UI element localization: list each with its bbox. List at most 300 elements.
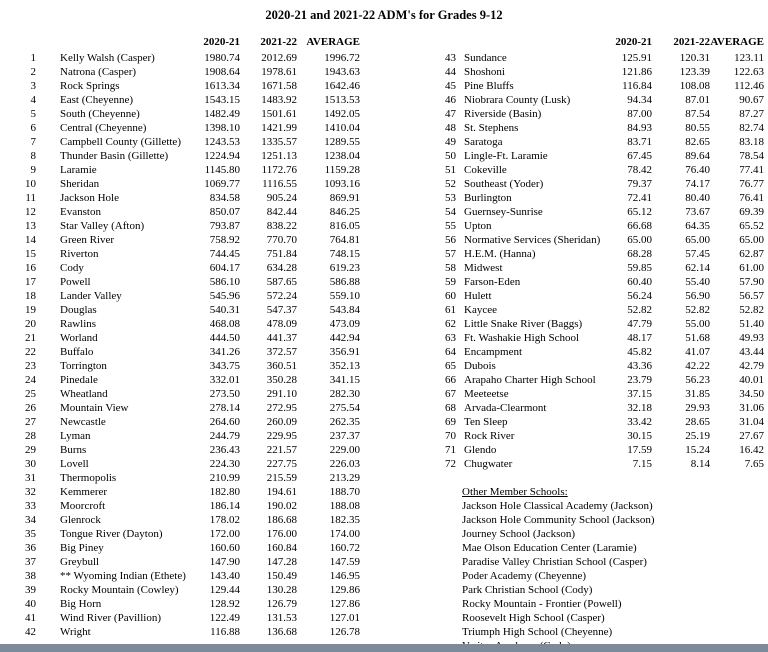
row-adm-average: 275.54 <box>329 402 360 414</box>
row-adm-2020-21: 65.00 <box>627 234 652 246</box>
table-row <box>22 107 360 121</box>
row-adm-average: 764.81 <box>329 234 360 246</box>
row-rank: 11 <box>25 192 36 204</box>
row-school-name: Pinedale <box>60 374 98 386</box>
table-rows-left <box>22 51 360 639</box>
row-adm-2020-21: 278.14 <box>209 402 240 414</box>
row-adm-average: 42.79 <box>739 360 764 372</box>
row-adm-2021-22: 130.28 <box>266 584 297 596</box>
row-adm-average: 16.42 <box>739 444 764 456</box>
row-adm-average: 213.29 <box>329 472 360 484</box>
row-adm-2020-21: 48.17 <box>627 332 652 344</box>
table-header-row-right <box>436 34 764 51</box>
row-adm-2021-22: 62.14 <box>685 262 710 274</box>
row-adm-average: 341.15 <box>329 374 360 386</box>
row-adm-2020-21: 79.37 <box>627 178 652 190</box>
row-adm-2021-22: 80.55 <box>685 122 710 134</box>
row-rank: 48 <box>445 122 456 134</box>
table-row <box>22 415 360 429</box>
row-adm-2021-22: 55.40 <box>685 276 710 288</box>
row-adm-2020-21: 121.86 <box>621 66 652 78</box>
row-school-name: Sheridan <box>60 178 100 190</box>
row-adm-2020-21: 264.60 <box>209 416 240 428</box>
row-adm-average: 126.78 <box>329 626 360 638</box>
table-row <box>436 261 764 275</box>
row-adm-average: 188.70 <box>329 486 360 498</box>
row-adm-2021-22: 572.24 <box>266 290 297 302</box>
row-adm-2021-22: 80.40 <box>685 192 710 204</box>
row-adm-2021-22: 15.24 <box>685 444 710 456</box>
row-adm-2020-21: 273.50 <box>209 388 240 400</box>
row-adm-2020-21: 160.60 <box>209 542 240 554</box>
row-adm-2021-22: 842.44 <box>266 206 297 218</box>
row-adm-average: 40.01 <box>739 374 764 386</box>
row-adm-2021-22: 260.09 <box>266 416 297 428</box>
col-header-2021-22: 2021-22 <box>673 36 710 48</box>
row-rank: 60 <box>445 290 456 302</box>
row-adm-2021-22: 89.64 <box>685 150 710 162</box>
row-adm-2020-21: 182.80 <box>209 486 240 498</box>
table-row <box>22 331 360 345</box>
row-adm-average: 76.77 <box>739 178 764 190</box>
row-adm-average: 90.67 <box>739 94 764 106</box>
row-adm-average: 27.67 <box>739 430 764 442</box>
row-adm-2021-22: 441.37 <box>266 332 297 344</box>
row-adm-2021-22: 160.84 <box>266 542 297 554</box>
row-adm-2020-21: 116.88 <box>210 626 240 638</box>
row-adm-average: 1410.04 <box>324 122 360 134</box>
row-adm-2020-21: 56.24 <box>627 290 652 302</box>
row-adm-2020-21: 122.49 <box>209 612 240 624</box>
row-rank: 70 <box>445 430 456 442</box>
row-adm-2020-21: 60.40 <box>627 276 652 288</box>
row-adm-average: 1093.16 <box>324 178 360 190</box>
row-adm-2021-22: 186.68 <box>266 514 297 526</box>
row-adm-2021-22: 28.65 <box>685 416 710 428</box>
table-row <box>22 345 360 359</box>
row-rank: 63 <box>445 332 456 344</box>
row-adm-2020-21: 129.44 <box>209 584 240 596</box>
table-row <box>22 555 360 569</box>
row-rank: 50 <box>445 150 456 162</box>
col-header-average: AVERAGE <box>306 36 360 48</box>
row-rank: 6 <box>30 122 36 134</box>
row-school-name: Meeteetse <box>464 388 509 400</box>
table-row <box>22 387 360 401</box>
row-school-name: Tongue River (Dayton) <box>60 528 163 540</box>
row-rank: 24 <box>25 374 36 386</box>
row-adm-2021-22: 87.01 <box>685 94 710 106</box>
row-school-name: Shoshoni <box>464 66 505 78</box>
row-school-name: Thermopolis <box>60 472 117 484</box>
row-adm-2020-21: 444.50 <box>209 332 240 344</box>
row-adm-2021-22: 87.54 <box>685 108 710 120</box>
row-school-name: Riverton <box>60 248 99 260</box>
row-adm-2021-22: 55.00 <box>685 318 710 330</box>
row-adm-2020-21: 793.87 <box>209 220 240 232</box>
row-adm-2021-22: 74.17 <box>685 178 710 190</box>
row-adm-average: 127.86 <box>329 598 360 610</box>
row-adm-2020-21: 186.14 <box>209 500 240 512</box>
row-adm-average: 127.01 <box>329 612 360 624</box>
table-row <box>22 359 360 373</box>
row-adm-average: 442.94 <box>329 332 360 344</box>
table-row <box>436 275 764 289</box>
row-adm-2020-21: 52.82 <box>627 304 652 316</box>
row-school-name: East (Cheyenne) <box>60 94 133 106</box>
row-adm-2021-22: 147.28 <box>266 556 297 568</box>
row-adm-average: 1642.46 <box>324 80 360 92</box>
table-row <box>22 191 360 205</box>
row-adm-2020-21: 343.75 <box>209 360 240 372</box>
row-adm-2020-21: 43.36 <box>627 360 652 372</box>
row-rank: 17 <box>25 276 36 288</box>
row-adm-2021-22: 82.65 <box>685 136 710 148</box>
row-adm-2021-22: 360.51 <box>266 360 297 372</box>
table-row <box>22 429 360 443</box>
row-rank: 62 <box>445 318 456 330</box>
row-school-name: Kaycee <box>464 304 497 316</box>
row-adm-2020-21: 834.58 <box>209 192 240 204</box>
table-row <box>436 289 764 303</box>
row-school-name: Buffalo <box>60 346 94 358</box>
row-adm-2020-21: 47.79 <box>627 318 652 330</box>
other-member-school-item: Jackson Hole Classical Academy (Jackson) <box>462 500 653 512</box>
row-adm-2020-21: 341.26 <box>209 346 240 358</box>
table-row <box>22 499 360 513</box>
row-adm-2020-21: 468.08 <box>209 318 240 330</box>
row-rank: 16 <box>25 262 36 274</box>
row-school-name: Dubois <box>464 360 496 372</box>
row-rank: 44 <box>445 66 456 78</box>
row-school-name: Rock River <box>464 430 515 442</box>
table-row <box>22 163 360 177</box>
row-rank: 33 <box>25 500 36 512</box>
row-adm-2021-22: 1251.13 <box>261 150 297 162</box>
row-adm-2021-22: 215.59 <box>266 472 297 484</box>
row-rank: 28 <box>25 430 36 442</box>
row-adm-2021-22: 31.85 <box>685 388 710 400</box>
row-school-name: Sundance <box>464 52 507 64</box>
table-row <box>22 471 360 485</box>
col-header-2020-21: 2020-21 <box>203 36 240 48</box>
row-school-name: Hulett <box>464 290 492 302</box>
row-adm-average: 65.52 <box>739 220 764 232</box>
row-adm-average: 559.10 <box>329 290 360 302</box>
row-adm-average: 1513.53 <box>324 94 360 106</box>
row-school-name: Lander Valley <box>60 290 122 302</box>
row-rank: 68 <box>445 402 456 414</box>
row-adm-2021-22: 42.22 <box>685 360 710 372</box>
table-row <box>22 611 360 625</box>
row-adm-2021-22: 1116.55 <box>262 178 297 190</box>
row-adm-2020-21: 1069.77 <box>204 178 240 190</box>
bottom-bar <box>0 644 768 652</box>
row-adm-2020-21: 172.00 <box>209 528 240 540</box>
row-adm-2021-22: 291.10 <box>266 388 297 400</box>
row-rank: 15 <box>25 248 36 260</box>
row-adm-2020-21: 94.34 <box>627 94 652 106</box>
row-adm-average: 43.44 <box>739 346 764 358</box>
row-adm-2021-22: 190.02 <box>266 500 297 512</box>
row-adm-2020-21: 210.99 <box>209 472 240 484</box>
row-rank: 30 <box>25 458 36 470</box>
row-adm-2020-21: 1908.64 <box>204 66 240 78</box>
adm-table-right <box>436 34 764 652</box>
row-adm-2020-21: 23.79 <box>627 374 652 386</box>
table-row <box>22 541 360 555</box>
row-school-name: Cokeville <box>464 164 507 176</box>
table-rows-right <box>436 51 764 471</box>
row-adm-2020-21: 224.30 <box>209 458 240 470</box>
other-member-school-item: Paradise Valley Christian School (Casper) <box>462 556 647 568</box>
row-adm-average: 174.00 <box>329 528 360 540</box>
table-row <box>22 443 360 457</box>
table-row <box>436 387 764 401</box>
table-row <box>436 205 764 219</box>
row-rank: 55 <box>445 220 456 232</box>
row-school-name: Douglas <box>60 304 97 316</box>
row-rank: 42 <box>25 626 36 638</box>
row-adm-2021-22: 372.57 <box>266 346 297 358</box>
row-rank: 64 <box>445 346 456 358</box>
row-adm-average: 31.04 <box>739 416 764 428</box>
row-school-name: Jackson Hole <box>60 192 119 204</box>
table-row <box>22 303 360 317</box>
row-rank: 40 <box>25 598 36 610</box>
row-adm-average: 160.72 <box>329 542 360 554</box>
col-header-2020-21: 2020-21 <box>615 36 652 48</box>
row-adm-average: 282.30 <box>329 388 360 400</box>
row-adm-average: 122.63 <box>733 66 764 78</box>
row-rank: 47 <box>445 108 456 120</box>
row-adm-average: 112.46 <box>734 80 764 92</box>
row-rank: 57 <box>445 248 456 260</box>
row-adm-2020-21: 7.15 <box>632 458 652 470</box>
other-member-school-item: Journey School (Jackson) <box>462 528 576 540</box>
row-school-name: Wind River (Pavillion) <box>60 612 161 624</box>
row-adm-average: 1996.72 <box>324 52 360 64</box>
row-adm-2020-21: 32.18 <box>627 402 652 414</box>
row-adm-average: 87.27 <box>739 108 764 120</box>
table-row <box>436 443 764 457</box>
adm-table-left <box>22 34 360 639</box>
row-school-name: Southeast (Yoder) <box>464 178 544 190</box>
row-adm-2021-22: 1501.61 <box>261 108 297 120</box>
row-school-name: Arapaho Charter High School <box>464 374 596 386</box>
row-adm-2020-21: 147.90 <box>209 556 240 568</box>
table-row <box>22 527 360 541</box>
table-row <box>22 513 360 527</box>
table-row <box>22 247 360 261</box>
row-school-name: Lovell <box>60 458 89 470</box>
row-rank: 13 <box>25 220 36 232</box>
row-school-name: Ft. Washakie High School <box>464 332 580 344</box>
row-school-name: Powell <box>60 276 91 288</box>
row-adm-average: 619.23 <box>329 262 360 274</box>
row-rank: 26 <box>25 402 36 414</box>
table-row <box>22 583 360 597</box>
table-row <box>436 79 764 93</box>
row-rank: 9 <box>30 164 36 176</box>
row-rank: 46 <box>445 94 456 106</box>
row-rank: 27 <box>25 416 36 428</box>
row-school-name: Wright <box>60 626 91 638</box>
row-adm-2020-21: 178.02 <box>209 514 240 526</box>
row-adm-2020-21: 236.43 <box>209 444 240 456</box>
row-adm-average: 229.00 <box>329 444 360 456</box>
row-school-name: Evanston <box>60 206 101 218</box>
row-adm-average: 146.95 <box>329 570 360 582</box>
row-adm-2020-21: 1980.74 <box>204 52 240 64</box>
row-adm-2020-21: 17.59 <box>627 444 652 456</box>
table-row <box>22 233 360 247</box>
row-rank: 1 <box>30 52 36 64</box>
row-adm-average: 1943.63 <box>324 66 360 78</box>
row-adm-2020-21: 66.68 <box>627 220 652 232</box>
row-adm-2020-21: 59.85 <box>627 262 652 274</box>
table-row <box>436 429 764 443</box>
row-adm-average: 51.40 <box>739 318 764 330</box>
row-school-name: H.E.M. (Hanna) <box>464 248 536 260</box>
row-adm-2021-22: 65.00 <box>685 234 710 246</box>
row-school-name: Natrona (Casper) <box>60 66 137 78</box>
row-school-name: Rocky Mountain (Cowley) <box>60 584 179 596</box>
row-rank: 12 <box>25 206 36 218</box>
row-school-name: Central (Cheyenne) <box>60 122 147 134</box>
row-adm-2020-21: 45.82 <box>627 346 652 358</box>
row-school-name: Pine Bluffs <box>464 80 514 92</box>
row-adm-average: 1159.28 <box>324 164 360 176</box>
row-rank: 71 <box>445 444 456 456</box>
row-school-name: Glendo <box>464 444 497 456</box>
row-rank: 36 <box>25 542 36 554</box>
row-adm-2020-21: 72.41 <box>627 192 652 204</box>
table-row <box>436 345 764 359</box>
row-adm-average: 352.13 <box>329 360 360 372</box>
table-row <box>22 65 360 79</box>
row-adm-2020-21: 68.28 <box>627 248 652 260</box>
row-adm-average: 586.88 <box>329 276 360 288</box>
row-adm-2021-22: 126.79 <box>266 598 297 610</box>
row-rank: 31 <box>25 472 36 484</box>
row-adm-2021-22: 587.65 <box>266 276 297 288</box>
row-adm-2021-22: 25.19 <box>685 430 710 442</box>
row-adm-average: 129.86 <box>329 584 360 596</box>
row-adm-2021-22: 634.28 <box>266 262 297 274</box>
table-row <box>436 359 764 373</box>
row-adm-average: 61.00 <box>739 262 764 274</box>
row-adm-2020-21: 850.07 <box>209 206 240 218</box>
row-school-name: Upton <box>464 220 492 232</box>
col-header-2021-22: 2021-22 <box>260 36 297 48</box>
row-school-name: Thunder Basin (Gillette) <box>60 150 169 162</box>
table-row <box>436 163 764 177</box>
row-adm-2021-22: 350.28 <box>266 374 297 386</box>
table-row <box>22 317 360 331</box>
row-school-name: Midwest <box>464 262 503 274</box>
row-adm-2020-21: 65.12 <box>627 206 652 218</box>
row-rank: 59 <box>445 276 456 288</box>
row-school-name: Rock Springs <box>60 80 120 92</box>
row-adm-average: 237.37 <box>329 430 360 442</box>
row-adm-2021-22: 478.09 <box>266 318 297 330</box>
row-rank: 23 <box>25 360 36 372</box>
row-school-name: Burns <box>60 444 87 456</box>
row-rank: 61 <box>445 304 456 316</box>
row-rank: 45 <box>445 80 456 92</box>
row-adm-2021-22: 56.23 <box>685 374 710 386</box>
table-row <box>436 373 764 387</box>
row-rank: 69 <box>445 416 456 428</box>
row-rank: 35 <box>25 528 36 540</box>
row-adm-average: 7.65 <box>744 458 764 470</box>
row-adm-2020-21: 244.79 <box>209 430 240 442</box>
row-adm-average: 262.35 <box>329 416 360 428</box>
row-school-name: Little Snake River (Baggs) <box>464 318 583 330</box>
row-school-name: St. Stephens <box>464 122 519 134</box>
row-adm-average: 182.35 <box>329 514 360 526</box>
row-adm-average: 49.93 <box>739 332 764 344</box>
row-rank: 37 <box>25 556 36 568</box>
other-member-school-item: Rocky Mountain - Frontier (Powell) <box>462 598 622 610</box>
row-adm-2021-22: 29.93 <box>685 402 710 414</box>
row-school-name: Guernsey-Sunrise <box>464 206 543 218</box>
row-school-name: Saratoga <box>464 136 503 148</box>
row-adm-2020-21: 1243.53 <box>204 136 240 148</box>
row-adm-2021-22: 905.24 <box>266 192 297 204</box>
table-row <box>22 261 360 275</box>
row-adm-2020-21: 1543.15 <box>204 94 240 106</box>
row-rank: 53 <box>445 192 456 204</box>
row-rank: 18 <box>25 290 36 302</box>
table-row <box>22 597 360 611</box>
row-school-name: Mountain View <box>60 402 129 414</box>
row-rank: 67 <box>445 388 456 400</box>
row-rank: 65 <box>445 360 456 372</box>
row-rank: 5 <box>30 108 36 120</box>
row-adm-2021-22: 227.75 <box>266 458 297 470</box>
table-row <box>436 303 764 317</box>
other-member-school-item: Jackson Hole Community School (Jackson) <box>462 514 655 526</box>
table-row <box>436 401 764 415</box>
row-school-name: Lingle-Ft. Laramie <box>464 150 548 162</box>
row-adm-average: 78.54 <box>739 150 764 162</box>
row-adm-2021-22: 76.40 <box>685 164 710 176</box>
row-school-name: Newcastle <box>60 416 106 428</box>
row-rank: 14 <box>25 234 36 246</box>
row-rank: 32 <box>25 486 36 498</box>
row-adm-average: 34.50 <box>739 388 764 400</box>
row-school-name: Greybull <box>60 556 100 568</box>
row-rank: 66 <box>445 374 456 386</box>
other-member-school-item: Roosevelt High School (Casper) <box>462 612 605 624</box>
table-row <box>22 93 360 107</box>
row-adm-average: 226.03 <box>329 458 360 470</box>
table-row <box>22 121 360 135</box>
other-member-school-item: Triumph High School (Cheyenne) <box>462 626 613 638</box>
row-adm-2020-21: 128.92 <box>209 598 240 610</box>
row-adm-2020-21: 758.92 <box>209 234 240 246</box>
row-adm-2021-22: 1483.92 <box>261 94 297 106</box>
row-school-name: Encampment <box>464 346 523 358</box>
row-rank: 52 <box>445 178 456 190</box>
row-adm-2020-21: 1224.94 <box>204 150 240 162</box>
row-rank: 19 <box>25 304 36 316</box>
table-row <box>22 135 360 149</box>
table-row <box>22 401 360 415</box>
table-row <box>436 191 764 205</box>
